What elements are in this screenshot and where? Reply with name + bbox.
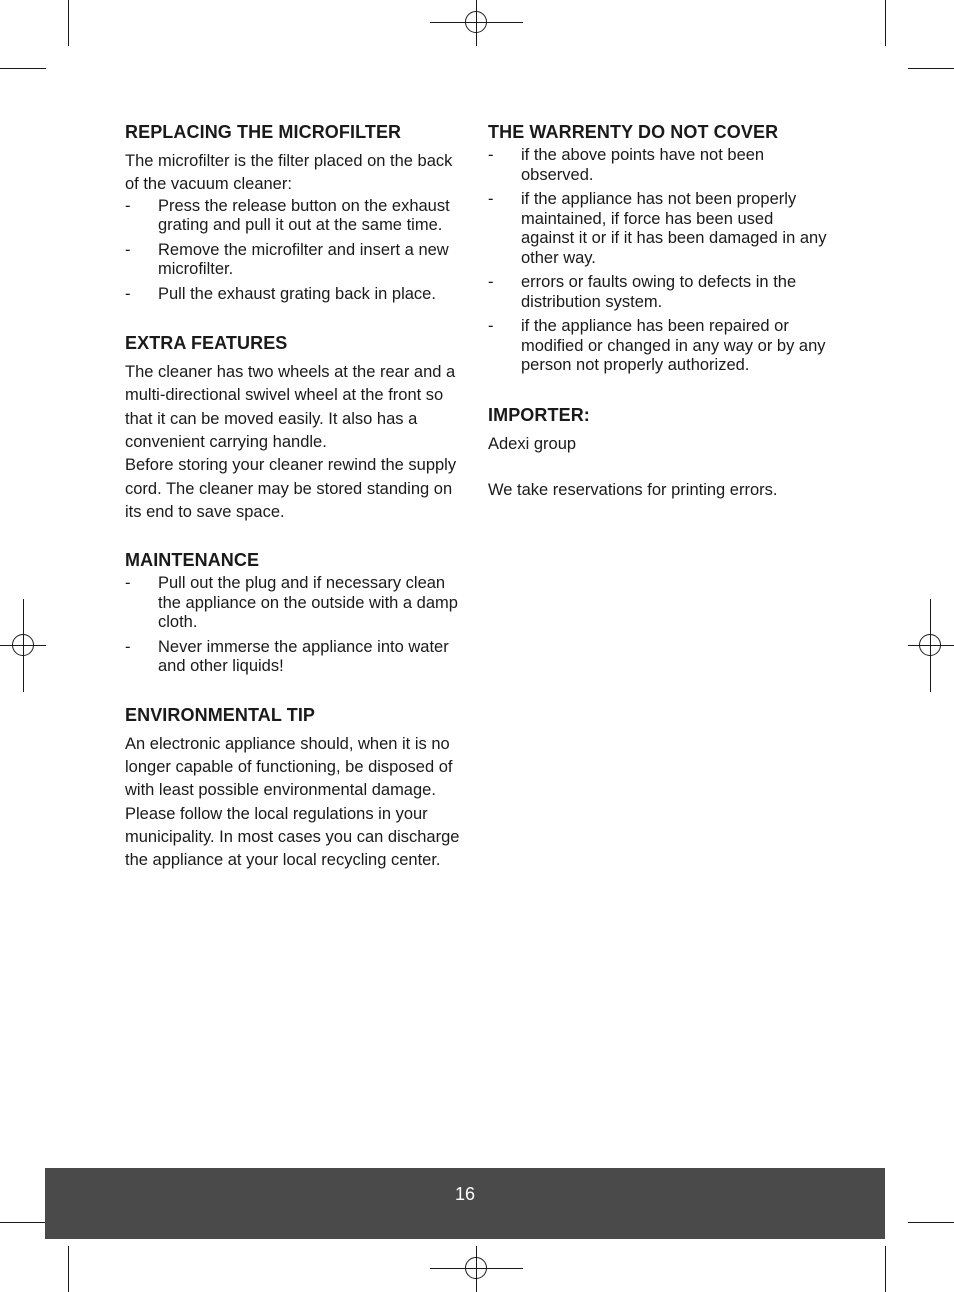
environmental-tip-section: [125, 703, 470, 873]
printing-errors-note: We take reservations for printing errors.: [488, 480, 778, 499]
importer-section: [488, 403, 828, 503]
section-heading: EXTRA FEATURES: [125, 333, 288, 354]
list-item: - errors or faults owing to defects in the distribution system.: [488, 273, 797, 311]
list-item: - if the appliance has not been properly maintained, if force has been used against it or if it has been damaged in any other way.: [488, 190, 827, 267]
list-item: - if the above points have not been observed.: [488, 146, 765, 184]
exclusion-list: [488, 146, 828, 376]
right-column: [488, 120, 828, 522]
paragraph: Before storing your cleaner rewind the supply cord. The cleaner may be stored standing on its end to save space.: [125, 456, 457, 521]
extra-features-section: [125, 331, 470, 524]
list-dash: -: [488, 146, 494, 164]
section-intro: The microfilter is the filter placed on the back of the vacuum cleaner:: [125, 152, 453, 194]
instruction-list: [125, 574, 470, 677]
list-item: - if the appliance has been repaired or modified or changed in any way or by any person not properly authorized.: [488, 317, 826, 374]
list-dash: -: [125, 637, 131, 656]
importer-name: Adexi group: [488, 434, 577, 453]
section-heading: IMPORTER:: [488, 404, 590, 425]
list-dash: -: [125, 574, 131, 593]
instruction-list: [125, 197, 470, 305]
list-dash: -: [125, 284, 131, 303]
section-heading: ENVIRONMENTAL TIP: [125, 704, 316, 725]
list-dash: -: [125, 196, 131, 215]
maintenance-section: [125, 548, 470, 677]
left-column: [125, 120, 470, 892]
list-item: - Remove the microfilter and insert a new microfilter.: [125, 240, 449, 279]
list-dash: -: [488, 273, 494, 291]
warranty-section: [488, 120, 828, 376]
paragraph: An electronic appliance should, when it is no longer capable of functioning, be disposed of with least possible environmental damage. Please follow the local regulations in your municipality. In most cases you can discharge the appliance at your local recycling center.: [125, 734, 460, 870]
page-number: 16: [454, 1184, 476, 1204]
section-heading: MAINTENANCE: [125, 550, 260, 571]
list-dash: -: [125, 240, 131, 259]
footer-bar: [45, 1168, 885, 1239]
list-item: - Pull the exhaust grating back in place.: [125, 284, 436, 303]
list-item: - Pull out the plug and if necessary clean the appliance on the outside with a damp cloth.: [125, 574, 458, 632]
list-dash: -: [488, 317, 494, 335]
list-item: - Press the release button on the exhaust grating and pull it out at the same time.: [125, 196, 450, 235]
list-dash: -: [488, 190, 494, 208]
section-heading: THE WARRENTY DO NOT COVER: [488, 122, 779, 142]
paragraph: The cleaner has two wheels at the rear and a multi-directional swivel wheel at the front so that it can be moved easily. It also has a convenient carrying handle.: [125, 363, 456, 451]
list-item: - Never immerse the appliance into water and other liquids!: [125, 637, 449, 676]
replacing-microfilter-section: [125, 120, 470, 304]
section-heading: REPLACING THE MICROFILTER: [125, 122, 402, 142]
